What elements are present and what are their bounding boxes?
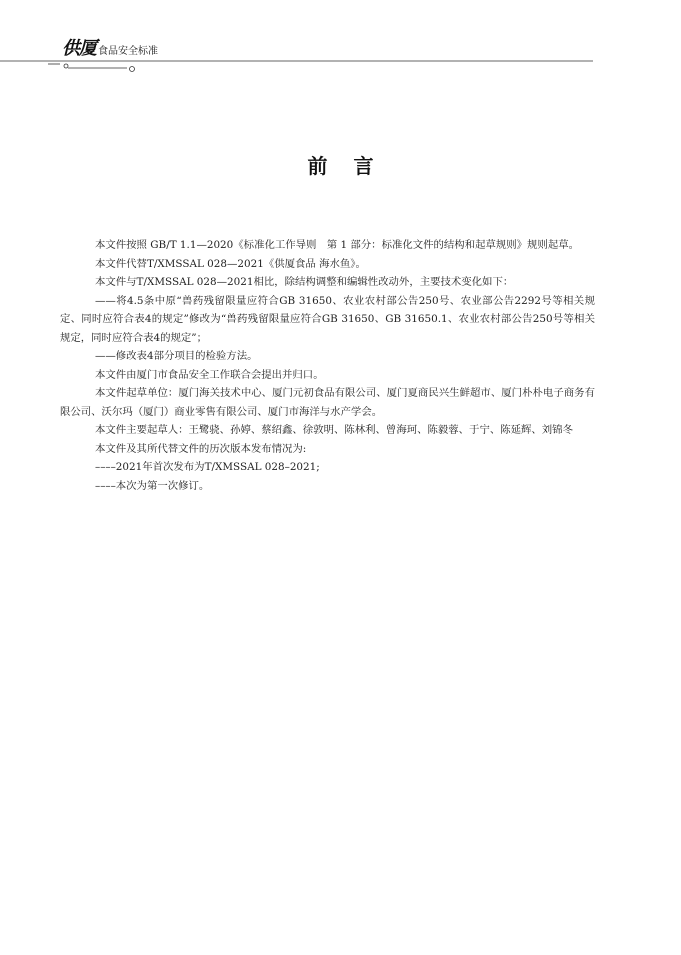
foreword-body [60, 236, 595, 495]
paragraph-proposer: 本文件由厦门市食品安全工作联合会提出并归口。 [95, 368, 324, 381]
paragraph-replaces: 本文件代替T/XMSSAL 028—2021《供厦食品 海水鱼》。 [95, 257, 366, 270]
brand-logo-script: 供厦 [62, 38, 96, 59]
page-header [0, 0, 681, 80]
page-title: 前言 [307, 154, 400, 178]
paragraph-history-item-1: ––––2021年首次发布为T/XMSSAL 028–2021; [95, 461, 320, 473]
paragraph-history-intro: 本文件及其所代替文件的历次版本发布情况为: [95, 442, 307, 455]
header-dot-small [64, 64, 68, 68]
paragraph-drafters: 本文件主要起草人：王鹭骁、孙婷、蔡绍鑫、徐敦明、陈林利、曾海珂、陈毅蓉、于宁、陈延辉、刘锦冬 [95, 424, 573, 436]
header-decoration [0, 0, 681, 80]
paragraph-change-item-1: ——将4.5条中原“兽药残留限量应符合GB 31650、农业农村部公告250号、农业部公告2292号等相关规定、同时应符合表4的规定”修改为“兽药残留限量应符合GB 31650、GB 31650.1、农业农村部公告250号等相关规定，同时应符合表4的规定”； [60, 294, 595, 344]
paragraph-change-item-2: ——修改表4部分项目的检验方法。 [95, 350, 258, 362]
paragraph-changes-intro: 本文件与T/XMSSAL 028—2021相比，除结构调整和编辑性改动外，主要技术变化如下： [95, 276, 514, 288]
header-dot-large [130, 67, 135, 72]
paragraph-history-item-2: ––––本次为第一次修订。 [95, 479, 210, 492]
brand-subtitle: 食品安全标准 [98, 46, 158, 57]
paragraph-drafting-rule: 本文件按照 GB/T 1.1—2020《标准化工作导则 第 1 部分：标准化文件的结构和起草规则》规则起草。 [95, 239, 579, 251]
paragraph-drafting-units: 本文件起草单位：厦门海关技术中心、厦门元初食品有限公司、厦门夏商民兴生鲜超市、厦门朴朴电子商务有限公司、沃尔玛（厦门）商业零售有限公司、厦门市海洋与水产学会。 [60, 387, 595, 418]
